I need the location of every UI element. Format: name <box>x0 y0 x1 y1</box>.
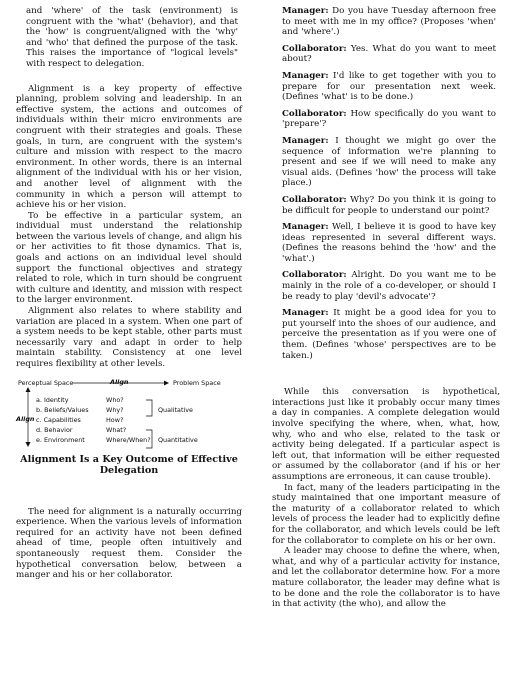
paragraph-effective-system: To be effective in a particular system, an individual must understand the relationship between the various levels of change, and align his or her activities to fit those dynamics. That is, goals and actions on an individual level should support the functional objectives and strategy related to role, which in turn should be congruent with culture and identity, and mission with respect to the larger environment. <box>16 210 242 306</box>
dialog-line <box>272 222 500 264</box>
paragraph-hypothetical: While this conversation is hypothetical, interactions just like it probably occur many times a day in companies. A complete delegation would involve specifying the where, when, what, how, why, who and who else, related to the task or activity being delegated. If a particular aspect is left out, that information will be either requested or assumed by the collaborator (and if his or her assumptions are erroneous, it can cause trouble). <box>272 387 500 482</box>
level-beliefs-values: b. Beliefs/Values <box>36 405 89 414</box>
question-why: Why? <box>106 405 124 414</box>
dialog-text: It might be a good idea for you to put yourself into the shoes of our audience, and perceive the presentation as if you were one of them. (Defines 'whose' perspectives are to be taken.) <box>282 308 496 361</box>
level-environment: e. Environment <box>36 435 85 444</box>
speaker-label: Manager: <box>282 222 329 233</box>
quantitative-label: Quantitative <box>158 435 198 444</box>
dialog-text: How specifically do you want to 'prepare'? <box>282 108 496 130</box>
align-side-label: Align <box>16 414 35 423</box>
dialog-text: Yes. What do you want to meet about? <box>282 43 496 65</box>
level-identity: a. Identity <box>36 395 69 404</box>
dialog-text: Well, I believe it is good to have key ideas represented in several different ways. (Defines the reasons behind the 'how' and the 'what'.) <box>282 222 496 264</box>
conversation <box>272 6 500 361</box>
intro-paragraph: and 'where' of the task (environment) is congruent with the 'what' (behavior), and that the 'how' is congruent/aligned with the 'why' and 'who' that defined the purpose of the task. This raises the importance of "logical levels" with respect to delegation. <box>26 6 238 69</box>
question-what: What? <box>106 425 127 434</box>
dialog-text: Why? Do you think it is going to be difficult for people to understand our point? <box>282 194 496 216</box>
speaker-label: Collaborator: <box>282 108 347 119</box>
dialog-line <box>272 6 500 38</box>
dialog-line <box>272 308 500 361</box>
right-column <box>272 6 500 610</box>
dialog-text: Do you have Tuesday afternoon free to meet with me in my office? (Proposes 'when' and 'where'.) <box>282 6 496 38</box>
level-behavior: d. Behavior <box>36 425 73 434</box>
figure-caption: Alignment Is a Key Outcome of Effective Delegation <box>20 453 238 477</box>
question-where-when: Where/When? <box>106 435 151 444</box>
dialog-line <box>272 109 500 130</box>
level-capabilities: c. Capabilities <box>36 415 81 424</box>
question-how: How? <box>106 415 124 424</box>
dialog-line <box>272 136 500 189</box>
speaker-label: Collaborator: <box>282 194 347 205</box>
logical-levels-diagram <box>16 378 242 454</box>
paragraph-alignment-property: Alignment is a key property of effective planning, problem solving and leadership. In an effective system, the actions and outcomes of individuals within their micro environments are congruent with their strategies and goals. These goals, in turn, are congruent with the system's culture and mission with respect to the macro environment. In other words, there is an internal alignment of the individual with his or her vision, and another level of alignment with the community in which a person will attempt to achieve his or her vision. <box>16 83 242 211</box>
dialog-line <box>272 195 500 216</box>
perceptual-space-label: Perceptual Space <box>18 378 74 387</box>
speaker-label: Collaborator: <box>282 43 347 54</box>
paragraph-need-for-alignment: The need for alignment is a naturally occurring experience. When the various levels of information required for an activity have not been defined ahead of time, people often intuitively and spontaneously request them. Consider the hypothetical conversation below, between a manger and his or her collaborator. <box>16 506 242 581</box>
speaker-label: Manager: <box>282 135 329 146</box>
speaker-label: Manager: <box>282 70 329 81</box>
qualitative-label: Qualitative <box>158 405 193 414</box>
dialog-line <box>272 44 500 65</box>
dialog-text: Alright. Do you want me to be mainly in the role of a co-developer, or should I be ready to play 'devil's advocate'? <box>282 270 496 302</box>
paragraph-leader-choice: A leader may choose to define the where, when, what, and why of a particular activity for instance, and let the collaborator determine how. For a more mature collaborator, the leader may define what is to be done and the role the collaborator is to have in that activity (the who), and allow the <box>272 546 500 610</box>
speaker-label: Manager: <box>282 308 329 319</box>
paragraph-stability-variation: Alignment also relates to where stability and variation are placed in a system. When one part of a system needs to be kept stable, other parts must necessarily vary and adapt in order to help maintain stability. Consistency at one level requires flexibility at other levels. <box>16 306 242 369</box>
paragraph-maturity: In fact, many of the leaders participating in the study maintained that one important measure of the maturity of a collaborator related to which levels of process the leader had to explicitly define for the collaborator, and which levels could be left for the collaborator to complete on his or her own. <box>272 482 500 546</box>
dialog-line <box>272 270 500 302</box>
dialog-text: I'd like to get together with you to prepare for our presentation next week. (Defines 'what' is to be done.) <box>282 70 496 103</box>
align-top-label: Align <box>110 377 129 386</box>
dialog-text: I thought we might go over the sequence of information we're planning to present and see if we will need to make any visual aids. (Defines 'how' the process will take place.) <box>282 135 496 189</box>
dialog-line <box>272 71 500 103</box>
left-column <box>16 6 242 581</box>
question-who: Who? <box>106 395 124 404</box>
speaker-label: Collaborator: <box>282 270 347 281</box>
problem-space-label: Problem Space <box>173 378 221 387</box>
speaker-label: Manager: <box>282 6 329 16</box>
